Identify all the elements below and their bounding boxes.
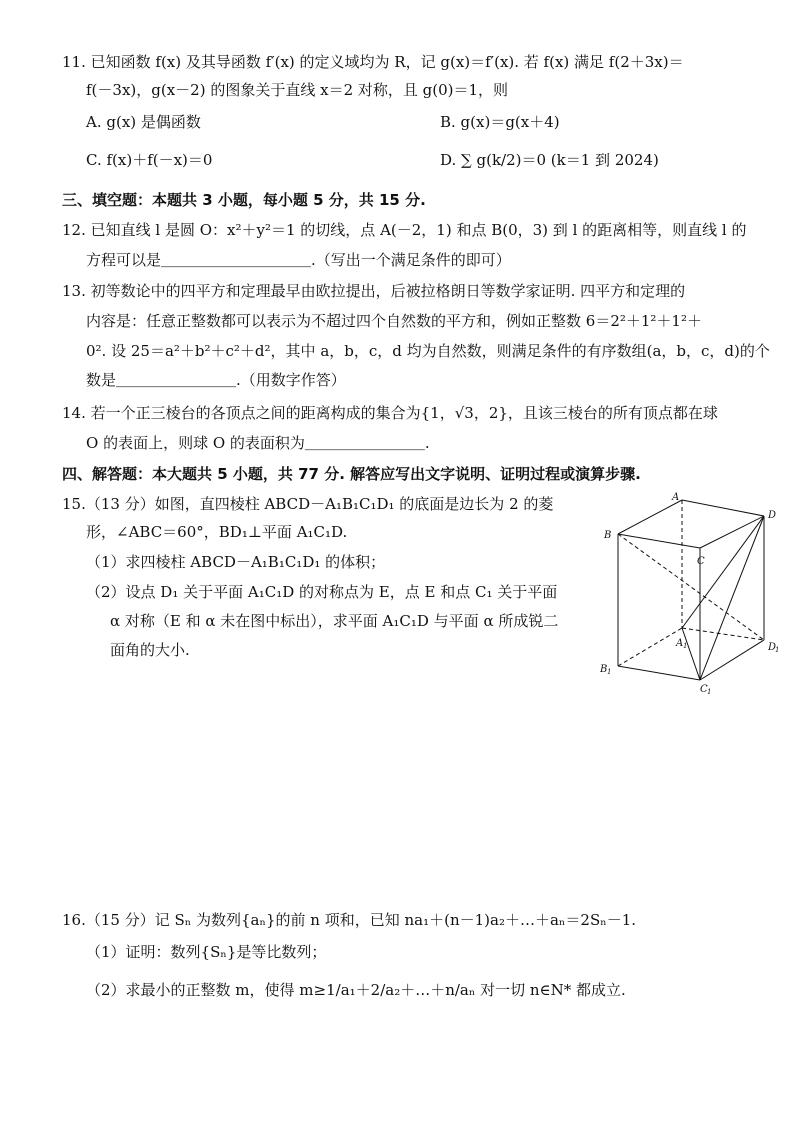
q11-option-d: D. ∑ g(k/2)＝0 (k＝1 到 2024) bbox=[440, 151, 659, 169]
label-A1-sub: 1 bbox=[683, 642, 688, 650]
edge-AD bbox=[682, 500, 764, 516]
label-C1: C bbox=[700, 684, 708, 695]
q12-stem-line2: 方程可以是＿＿＿＿＿＿＿＿＿＿.（写出一个满足条件的即可） bbox=[86, 251, 511, 269]
label-D: D bbox=[768, 510, 777, 521]
label-D1: D bbox=[768, 642, 777, 653]
q16-part1: （1）证明：数列{Sₙ}是等比数列； bbox=[86, 943, 327, 961]
q15-part2-line2: α 对称（E 和 α 未在图中标出），求平面 A₁C₁D 与平面 α 所成锐二 bbox=[110, 612, 559, 630]
q14-stem-line1: 14. 若一个正三棱台的各顶点之间的距离构成的集合为{1，√3，2}，且该三棱台的所有顶点都在球 bbox=[62, 404, 718, 422]
q15-part2-line3: 面角的大小. bbox=[110, 641, 190, 659]
edge-B1C1 bbox=[618, 666, 700, 680]
label-C1-sub: 1 bbox=[707, 688, 712, 696]
segment-DC1 bbox=[700, 516, 764, 680]
q14-stem-line2: O 的表面上，则球 O 的表面积为＿＿＿＿＿＿＿＿. bbox=[86, 434, 430, 452]
label-D1-sub: 1 bbox=[775, 646, 780, 654]
q15-stem-line2: 形，∠ABC＝60°，BD₁⊥平面 A₁C₁D. bbox=[86, 523, 348, 541]
label-B1: B bbox=[600, 664, 608, 675]
q11-option-b: B. g(x)＝g(x＋4) bbox=[440, 113, 560, 131]
q11-option-a: A. g(x) 是偶函数 bbox=[86, 113, 201, 131]
label-A1: A bbox=[676, 638, 684, 649]
edge-CD bbox=[700, 516, 764, 548]
label-A: A bbox=[672, 492, 680, 503]
segment-BD1-hidden bbox=[618, 534, 764, 640]
q13-stem-line2: 内容是：任意正整数都可以表示为不超过四个自然数的平方和，例如正整数 6＝2²＋1²＋1²＋ bbox=[86, 312, 702, 330]
label-C: C bbox=[697, 556, 705, 567]
q16-stem: 16.（15 分）记 Sₙ 为数列{aₙ}的前 n 项和，已知 na₁＋(n－1)a₂＋…＋aₙ＝2Sₙ－1. bbox=[62, 911, 637, 929]
q11-stem-line2: f(－3x)，g(x－2) 的图象关于直线 x＝2 对称，且 g(0)＝1，则 bbox=[86, 81, 509, 99]
q13-stem-line4: 数是＿＿＿＿＿＿＿＿.（用数字作答） bbox=[86, 371, 346, 389]
edge-C1D1 bbox=[700, 640, 764, 680]
prism-figure bbox=[596, 488, 792, 698]
q16-part2: （2）求最小的正整数 m，使得 m≥1/a₁＋2/a₂＋…＋n/aₙ 对一切 n∈N* 都成立. bbox=[86, 981, 626, 999]
edge-A1D1-hidden bbox=[682, 628, 764, 640]
segment-DA1 bbox=[682, 516, 764, 628]
q11-stem-line1: 11. 已知函数 f(x) 及其导函数 f′(x) 的定义域均为 R，记 g(x)＝f′(x). 若 f(x) 满足 f(2＋3x)＝ bbox=[62, 53, 684, 71]
prism-diagram bbox=[596, 488, 792, 698]
q13-stem-line3: 0². 设 25＝a²＋b²＋c²＋d²，其中 a，b，c，d 均为自然数，则满足条件的有序数组(a，b，c，d)的个 bbox=[86, 342, 770, 360]
q11-option-c: C. f(x)＋f(－x)＝0 bbox=[86, 151, 213, 169]
edge-BC bbox=[618, 534, 700, 548]
section-3-heading: 三、填空题：本题共 3 小题，每小题 5 分，共 15 分. bbox=[62, 191, 426, 209]
segment-A1C1 bbox=[682, 628, 700, 680]
section-4-heading: 四、解答题：本大题共 5 小题，共 77 分. 解答应写出文字说明、证明过程或演算步骤. bbox=[62, 465, 641, 483]
edge-AB bbox=[618, 500, 682, 534]
q15-part1: （1）求四棱柱 ABCD－A₁B₁C₁D₁ 的体积； bbox=[86, 553, 386, 571]
q15-part2-line1: （2）设点 D₁ 关于平面 A₁C₁D 的对称点为 E，点 E 和点 C₁ 关于平面 bbox=[86, 583, 558, 601]
q13-stem-line1: 13. 初等数论中的四平方和定理最早由欧拉提出，后被拉格朗日等数学家证明. 四平方和定理的 bbox=[62, 282, 686, 300]
label-B1-sub: 1 bbox=[607, 668, 612, 676]
label-B: B bbox=[604, 530, 612, 541]
q12-stem-line1: 12. 已知直线 l 是圆 O：x²＋y²＝1 的切线，点 A(－2，1) 和点 B(0，3) 到 l 的距离相等，则直线 l 的 bbox=[62, 221, 747, 239]
q15-stem-line1: 15.（13 分）如图，直四棱柱 ABCD－A₁B₁C₁D₁ 的底面是边长为 2 的菱 bbox=[62, 495, 554, 513]
edge-B1A1-hidden bbox=[618, 628, 682, 666]
